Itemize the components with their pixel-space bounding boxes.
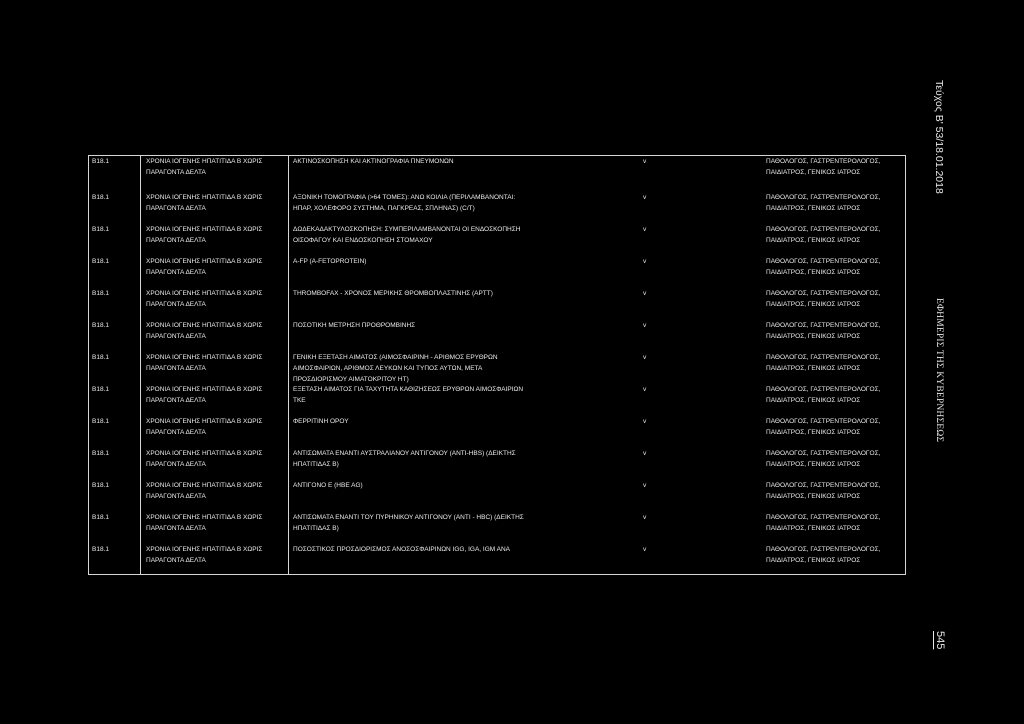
diagnosis-cell bbox=[146, 352, 288, 374]
mark-cell: v bbox=[643, 418, 647, 425]
mark-cell: v bbox=[643, 158, 647, 165]
diagnosis-cell-line: ΠΑΡΑΓΟΝΤΑ ΔΕΛΤΑ bbox=[146, 557, 206, 564]
table-row bbox=[89, 156, 905, 192]
exam-table bbox=[88, 155, 906, 575]
diagnosis-cell-line: ΠΑΡΑΓΟΝΤΑ ΔΕΛΤΑ bbox=[146, 237, 206, 244]
exam-cell bbox=[293, 416, 636, 427]
mark-cell: v bbox=[643, 258, 647, 265]
table-row bbox=[89, 192, 905, 224]
mark-cell: v bbox=[643, 450, 647, 457]
icd-code-cell: B18.1 bbox=[92, 258, 109, 265]
diagnosis-cell-line: ΧΡΟΝΙΑ ΙΟΓΕΝΗΣ ΗΠΑΤΙΤΙΔΑ Β ΧΩΡΙΣ bbox=[146, 386, 263, 393]
exam-cell-line: ΑΝΤΙΓΟΝΟ Ε (HBE AG) bbox=[293, 482, 363, 489]
mark-cell: v bbox=[643, 226, 647, 233]
diagnosis-cell-line: ΠΑΡΑΓΟΝΤΑ ΔΕΛΤΑ bbox=[146, 169, 206, 176]
exam-cell-line: ΠΡΟΣΔΙΟΡΙΣΜΟΥ ΑΙΜΑΤΟΚΡΙΤΟΥ HT) bbox=[293, 376, 409, 383]
specialty-cell-line: ΠΑΙΔΙΑΤΡΟΣ, ΓΕΝΙΚΟΣ ΙΑΤΡΟΣ bbox=[766, 493, 861, 500]
exam-cell bbox=[293, 448, 636, 470]
diagnosis-cell bbox=[146, 192, 288, 214]
specialty-cell-line: ΠΑΘΟΛΟΓΟΣ, ΓΑΣΤΡΕΝΤΕΡΟΛΟΓΟΣ, bbox=[766, 258, 881, 265]
table-row bbox=[89, 224, 905, 256]
table-row bbox=[89, 320, 905, 352]
specialty-cell-line: ΠΑΙΔΙΑΤΡΟΣ, ΓΕΝΙΚΟΣ ΙΑΤΡΟΣ bbox=[766, 269, 861, 276]
specialty-cell bbox=[766, 544, 906, 566]
diagnosis-cell bbox=[146, 544, 288, 566]
specialty-cell bbox=[766, 448, 906, 470]
table-row bbox=[89, 512, 905, 544]
diagnosis-cell-line: ΧΡΟΝΙΑ ΙΟΓΕΝΗΣ ΗΠΑΤΙΤΙΔΑ Β ΧΩΡΙΣ bbox=[146, 418, 263, 425]
diagnosis-cell-line: ΧΡΟΝΙΑ ΙΟΓΕΝΗΣ ΗΠΑΤΙΤΙΔΑ Β ΧΩΡΙΣ bbox=[146, 158, 263, 165]
exam-cell-line: THROMBOFAX - ΧΡΟΝΟΣ ΜΕΡΙΚΗΣ ΘΡΟΜΒΟΠΛΑΣΤΙΝΗΣ (APTT) bbox=[293, 290, 493, 297]
exam-cell-line: ΗΠΑΤΙΤΙΔΑΣ Β) bbox=[293, 461, 339, 468]
table-row bbox=[89, 352, 905, 384]
specialty-cell bbox=[766, 352, 906, 374]
table-row bbox=[89, 480, 905, 512]
diagnosis-cell-line: ΠΑΡΑΓΟΝΤΑ ΔΕΛΤΑ bbox=[146, 333, 206, 340]
mark-cell: v bbox=[643, 354, 647, 361]
exam-cell-line: ΠΟΣΟΤΙΚΗ ΜΕΤΡΗΣΗ ΠΡΟΘΡΟΜΒΙΝΗΣ bbox=[293, 322, 416, 329]
diagnosis-cell-line: ΠΑΡΑΓΟΝΤΑ ΔΕΛΤΑ bbox=[146, 525, 206, 532]
diagnosis-cell-line: ΠΑΡΑΓΟΝΤΑ ΔΕΛΤΑ bbox=[146, 461, 206, 468]
diagnosis-cell-line: ΠΑΡΑΓΟΝΤΑ ΔΕΛΤΑ bbox=[146, 269, 206, 276]
exam-cell bbox=[293, 320, 636, 331]
mark-cell: v bbox=[643, 290, 647, 297]
specialty-cell bbox=[766, 256, 906, 278]
diagnosis-cell-line: ΠΑΡΑΓΟΝΤΑ ΔΕΛΤΑ bbox=[146, 205, 206, 212]
gazette-title: ΕΦΗΜΕΡΙΣ ΤΗΣ ΚΥΒΕΡΝΗΣΕΩΣ bbox=[934, 298, 944, 443]
specialty-cell-line: ΠΑΙΔΙΑΤΡΟΣ, ΓΕΝΙΚΟΣ ΙΑΤΡΟΣ bbox=[766, 525, 861, 532]
diagnosis-cell-line: ΧΡΟΝΙΑ ΙΟΓΕΝΗΣ ΗΠΑΤΙΤΙΔΑ Β ΧΩΡΙΣ bbox=[146, 450, 263, 457]
exam-cell bbox=[293, 384, 636, 406]
diagnosis-cell bbox=[146, 480, 288, 502]
table-row bbox=[89, 384, 905, 416]
table-row bbox=[89, 256, 905, 288]
exam-cell bbox=[293, 544, 636, 555]
exam-cell-line: ΑΝΤΙΣΩΜΑΤΑ ΕΝΑΝΤΙ ΑΥΣΤΡΑΛΙΑΝΟΥ ΑΝΤΙΓΟΝΟΥ (ANTI-HBS) (ΔΕΙΚΤΗΣ bbox=[293, 450, 516, 457]
specialty-cell-line: ΠΑΘΟΛΟΓΟΣ, ΓΑΣΤΡΕΝΤΕΡΟΛΟΓΟΣ, bbox=[766, 450, 881, 457]
exam-cell-line: ΗΠΑΡ, ΧΟΛΕΦΟΡΟ ΣΥΣΤΗΜΑ, ΠΑΓΚΡΕΑΣ, ΣΠΛΗΝΑΣ) (C/T) bbox=[293, 205, 475, 212]
icd-code-cell: B18.1 bbox=[92, 418, 109, 425]
diagnosis-cell-line: ΧΡΟΝΙΑ ΙΟΓΕΝΗΣ ΗΠΑΤΙΤΙΔΑ Β ΧΩΡΙΣ bbox=[146, 258, 263, 265]
specialty-cell bbox=[766, 512, 906, 534]
diagnosis-cell-line: ΧΡΟΝΙΑ ΙΟΓΕΝΗΣ ΗΠΑΤΙΤΙΔΑ Β ΧΩΡΙΣ bbox=[146, 290, 263, 297]
specialty-cell bbox=[766, 192, 906, 214]
exam-cell bbox=[293, 156, 636, 167]
specialty-cell-line: ΠΑΙΔΙΑΤΡΟΣ, ΓΕΝΙΚΟΣ ΙΑΤΡΟΣ bbox=[766, 429, 861, 436]
diagnosis-cell-line: ΠΑΡΑΓΟΝΤΑ ΔΕΛΤΑ bbox=[146, 397, 206, 404]
table-row bbox=[89, 416, 905, 448]
exam-cell-line: ΓΕΝΙΚΗ ΕΞΕΤΑΣΗ ΑΙΜΑΤΟΣ (ΑΙΜΟΣΦΑΙΡΙΝΗ - ΑΡΙΘΜΟΣ ΕΡΥΘΡΩΝ bbox=[293, 354, 498, 361]
diagnosis-cell bbox=[146, 512, 288, 534]
page-number: 545 bbox=[934, 631, 946, 650]
diagnosis-cell-line: ΧΡΟΝΙΑ ΙΟΓΕΝΗΣ ΗΠΑΤΙΤΙΔΑ Β ΧΩΡΙΣ bbox=[146, 546, 263, 553]
exam-cell bbox=[293, 224, 636, 246]
specialty-cell bbox=[766, 288, 906, 310]
diagnosis-cell-line: ΧΡΟΝΙΑ ΙΟΓΕΝΗΣ ΗΠΑΤΙΤΙΔΑ Β ΧΩΡΙΣ bbox=[146, 514, 263, 521]
diagnosis-cell bbox=[146, 384, 288, 406]
table-row bbox=[89, 544, 905, 576]
diagnosis-cell-line: ΧΡΟΝΙΑ ΙΟΓΕΝΗΣ ΗΠΑΤΙΤΙΔΑ Β ΧΩΡΙΣ bbox=[146, 482, 263, 489]
icd-code-cell: B18.1 bbox=[92, 194, 109, 201]
diagnosis-cell bbox=[146, 320, 288, 342]
mark-cell: v bbox=[643, 482, 647, 489]
specialty-cell-line: ΠΑΙΔΙΑΤΡΟΣ, ΓΕΝΙΚΟΣ ΙΑΤΡΟΣ bbox=[766, 237, 861, 244]
specialty-cell-line: ΠΑΘΟΛΟΓΟΣ, ΓΑΣΤΡΕΝΤΕΡΟΛΟΓΟΣ, bbox=[766, 322, 881, 329]
specialty-cell bbox=[766, 416, 906, 438]
icd-code-cell: B18.1 bbox=[92, 322, 109, 329]
exam-cell bbox=[293, 256, 636, 267]
mark-cell: v bbox=[643, 514, 647, 521]
specialty-cell-line: ΠΑΘΟΛΟΓΟΣ, ΓΑΣΤΡΕΝΤΕΡΟΛΟΓΟΣ, bbox=[766, 546, 881, 553]
diagnosis-cell-line: ΠΑΡΑΓΟΝΤΑ ΔΕΛΤΑ bbox=[146, 365, 206, 372]
specialty-cell bbox=[766, 156, 906, 178]
diagnosis-cell bbox=[146, 288, 288, 310]
diagnosis-cell-line: ΠΑΡΑΓΟΝΤΑ ΔΕΛΤΑ bbox=[146, 493, 206, 500]
specialty-cell-line: ΠΑΘΟΛΟΓΟΣ, ΓΑΣΤΡΕΝΤΕΡΟΛΟΓΟΣ, bbox=[766, 194, 881, 201]
diagnosis-cell bbox=[146, 224, 288, 246]
exam-cell-line: ΑΚΤΙΝΟΣΚΟΠΗΣΗ ΚΑΙ ΑΚΤΙΝΟΓΡΑΦΙΑ ΠΝΕΥΜΟΝΩΝ bbox=[293, 158, 454, 165]
diagnosis-cell-line: ΠΑΡΑΓΟΝΤΑ ΔΕΛΤΑ bbox=[146, 429, 206, 436]
icd-code-cell: B18.1 bbox=[92, 450, 109, 457]
icd-code-cell: B18.1 bbox=[92, 290, 109, 297]
diagnosis-cell-line: ΧΡΟΝΙΑ ΙΟΓΕΝΗΣ ΗΠΑΤΙΤΙΔΑ Β ΧΩΡΙΣ bbox=[146, 354, 263, 361]
exam-cell-line: ΑΙΜΟΣΦΑΙΡΙΩΝ, ΑΡΙΘΜΟΣ ΛΕΥΚΩΝ ΚΑΙ ΤΥΠΟΣ ΑΥΤΩΝ, ΜΕΤΑ bbox=[293, 365, 483, 372]
specialty-cell-line: ΠΑΘΟΛΟΓΟΣ, ΓΑΣΤΡΕΝΤΕΡΟΛΟΓΟΣ, bbox=[766, 158, 881, 165]
exam-cell bbox=[293, 192, 636, 214]
icd-code-cell: B18.1 bbox=[92, 514, 109, 521]
specialty-cell-line: ΠΑΙΔΙΑΤΡΟΣ, ΓΕΝΙΚΟΣ ΙΑΤΡΟΣ bbox=[766, 557, 861, 564]
table-row bbox=[89, 448, 905, 480]
diagnosis-cell-line: ΧΡΟΝΙΑ ΙΟΓΕΝΗΣ ΗΠΑΤΙΤΙΔΑ Β ΧΩΡΙΣ bbox=[146, 226, 263, 233]
mark-cell: v bbox=[643, 386, 647, 393]
specialty-cell-line: ΠΑΙΔΙΑΤΡΟΣ, ΓΕΝΙΚΟΣ ΙΑΤΡΟΣ bbox=[766, 397, 861, 404]
specialty-cell bbox=[766, 480, 906, 502]
exam-cell-line: ΦΕΡΡΙΤΙΝΗ ΟΡΟΥ bbox=[293, 418, 349, 425]
specialty-cell-line: ΠΑΘΟΛΟΓΟΣ, ΓΑΣΤΡΕΝΤΕΡΟΛΟΓΟΣ, bbox=[766, 290, 881, 297]
exam-cell-line: ΕΞΕΤΑΣΗ ΑΙΜΑΤΟΣ ΓΙΑ ΤΑΧΥΤΗΤΑ ΚΑΘΙΖΗΣΕΩΣ ΕΡΥΘΡΩΝ ΑΙΜΟΣΦΑΙΡΙΩΝ bbox=[293, 386, 524, 393]
mark-cell: v bbox=[643, 546, 647, 553]
specialty-cell-line: ΠΑΙΔΙΑΤΡΟΣ, ΓΕΝΙΚΟΣ ΙΑΤΡΟΣ bbox=[766, 461, 861, 468]
exam-cell bbox=[293, 480, 636, 491]
exam-cell-line: ΔΩΔΕΚΑΔΑΚΤΥΛΟΣΚΟΠΗΣΗ: ΣΥΜΠΕΡΙΛΑΜΒΑΝΟΝΤΑΙ ΟΙ ΕΝΔΟΣΚΟΠΗΣΗ bbox=[293, 226, 521, 233]
issue-label: Τεύχος Β' 53/18.01.2018 bbox=[933, 80, 945, 194]
specialty-cell-line: ΠΑΙΔΙΑΤΡΟΣ, ΓΕΝΙΚΟΣ ΙΑΤΡΟΣ bbox=[766, 169, 861, 176]
exam-cell-line: A-FP (A-FETOPROTEIN) bbox=[293, 258, 367, 265]
specialty-cell-line: ΠΑΘΟΛΟΓΟΣ, ΓΑΣΤΡΕΝΤΕΡΟΛΟΓΟΣ, bbox=[766, 482, 881, 489]
icd-code-cell: B18.1 bbox=[92, 482, 109, 489]
icd-code-cell: B18.1 bbox=[92, 354, 109, 361]
specialty-cell-line: ΠΑΘΟΛΟΓΟΣ, ΓΑΣΤΡΕΝΤΕΡΟΛΟΓΟΣ, bbox=[766, 418, 881, 425]
diagnosis-cell bbox=[146, 416, 288, 438]
specialty-cell-line: ΠΑΙΔΙΑΤΡΟΣ, ΓΕΝΙΚΟΣ ΙΑΤΡΟΣ bbox=[766, 333, 861, 340]
icd-code-cell: B18.1 bbox=[92, 158, 109, 165]
specialty-cell-line: ΠΑΙΔΙΑΤΡΟΣ, ΓΕΝΙΚΟΣ ΙΑΤΡΟΣ bbox=[766, 205, 861, 212]
exam-cell-line: ΑΞΟΝΙΚΗ ΤΟΜΟΓΡΑΦΙΑ (>64 ΤΟΜΕΣ): ΑΝΩ ΚΟΙΛΙΑ (ΠΕΡΙΛΑΜΒΑΝΟΝΤΑΙ: bbox=[293, 194, 516, 201]
diagnosis-cell-line: ΧΡΟΝΙΑ ΙΟΓΕΝΗΣ ΗΠΑΤΙΤΙΔΑ Β ΧΩΡΙΣ bbox=[146, 194, 263, 201]
exam-cell-line: ΤΚΕ bbox=[293, 397, 306, 404]
table-body bbox=[89, 156, 905, 576]
specialty-cell-line: ΠΑΘΟΛΟΓΟΣ, ΓΑΣΤΡΕΝΤΕΡΟΛΟΓΟΣ, bbox=[766, 354, 881, 361]
exam-cell-line: ΟΙΣΟΦΑΓΟΥ ΚΑΙ ΕΝΔΟΣΚΟΠΗΣΗ ΣΤΟΜΑΧΟΥ bbox=[293, 237, 433, 244]
diagnosis-cell bbox=[146, 156, 288, 178]
exam-cell-line: ΠΟΣΟΣΤΙΚΟΣ ΠΡΟΣΔΙΟΡΙΣΜΟΣ ΑΝΟΣΟΣΦΑΙΡΙΝΩΝ IGG, IGA, IGM ANA bbox=[293, 546, 510, 553]
exam-cell bbox=[293, 512, 636, 534]
diagnosis-cell-line: ΠΑΡΑΓΟΝΤΑ ΔΕΛΤΑ bbox=[146, 301, 206, 308]
exam-cell bbox=[293, 352, 636, 385]
diagnosis-cell bbox=[146, 448, 288, 470]
specialty-cell bbox=[766, 320, 906, 342]
specialty-cell-line: ΠΑΘΟΛΟΓΟΣ, ΓΑΣΤΡΕΝΤΕΡΟΛΟΓΟΣ, bbox=[766, 226, 881, 233]
specialty-cell bbox=[766, 384, 906, 406]
specialty-cell-line: ΠΑΙΔΙΑΤΡΟΣ, ΓΕΝΙΚΟΣ ΙΑΤΡΟΣ bbox=[766, 365, 861, 372]
icd-code-cell: B18.1 bbox=[92, 546, 109, 553]
table-row bbox=[89, 288, 905, 320]
specialty-cell-line: ΠΑΘΟΛΟΓΟΣ, ΓΑΣΤΡΕΝΤΕΡΟΛΟΓΟΣ, bbox=[766, 386, 881, 393]
exam-cell-line: ΑΝΤΙΣΩΜΑΤΑ ΕΝΑΝΤΙ ΤΟΥ ΠΥΡΗΝΙΚΟΥ ΑΝΤΙΓΟΝΟΥ (ANTI - HBC) (ΔΕΙΚΤΗΣ bbox=[293, 514, 524, 521]
icd-code-cell: B18.1 bbox=[92, 386, 109, 393]
diagnosis-cell bbox=[146, 256, 288, 278]
diagnosis-cell-line: ΧΡΟΝΙΑ ΙΟΓΕΝΗΣ ΗΠΑΤΙΤΙΔΑ Β ΧΩΡΙΣ bbox=[146, 322, 263, 329]
exam-cell bbox=[293, 288, 636, 299]
specialty-cell bbox=[766, 224, 906, 246]
specialty-cell-line: ΠΑΘΟΛΟΓΟΣ, ΓΑΣΤΡΕΝΤΕΡΟΛΟΓΟΣ, bbox=[766, 514, 881, 521]
mark-cell: v bbox=[643, 194, 647, 201]
exam-cell-line: ΗΠΑΤΙΤΙΔΑΣ Β) bbox=[293, 525, 339, 532]
specialty-cell-line: ΠΑΙΔΙΑΤΡΟΣ, ΓΕΝΙΚΟΣ ΙΑΤΡΟΣ bbox=[766, 301, 861, 308]
icd-code-cell: B18.1 bbox=[92, 226, 109, 233]
mark-cell: v bbox=[643, 322, 647, 329]
